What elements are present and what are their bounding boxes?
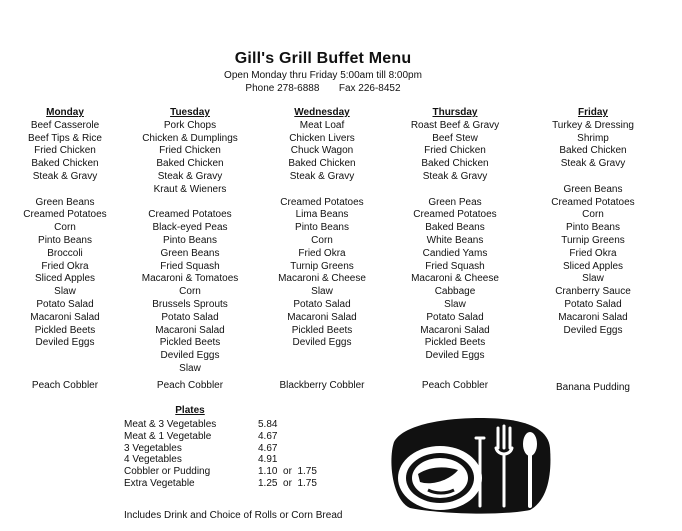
day-column-wednesday [258, 107, 386, 391]
side-item: Macaroni & Cheese [278, 273, 366, 285]
side-item: Creamed Potatoes [280, 196, 364, 208]
plates-title: Plates [175, 405, 205, 416]
meat-item: Beef Stew [432, 132, 478, 144]
side-item: Slaw [311, 286, 333, 298]
meat-item: Steak & Gravy [422, 170, 488, 182]
side-item: Potato Salad [36, 298, 94, 310]
side-item: Macaroni & Cheese [411, 273, 499, 285]
side-item: Corn [311, 234, 333, 246]
plate-row [124, 419, 317, 431]
side-item: Creamed Potatoes [413, 209, 497, 221]
side-item: Green Beans [35, 196, 95, 208]
plates-price-table [124, 419, 317, 490]
day-heading: Monday [46, 107, 84, 118]
plate-name: Meat & 3 Vegetables [124, 419, 217, 430]
dessert-item: Blackberry Cobbler [279, 380, 365, 391]
meat-item: Fried Chicken [159, 145, 221, 157]
meat-item: Meat Loaf [299, 119, 345, 131]
plate-price: 5.84 [258, 419, 278, 430]
side-item: Brussels Sprouts [152, 298, 228, 310]
plate-and-utensils-icon [380, 408, 555, 516]
meat-item: Baked Chicken [156, 158, 224, 170]
side-item: Green Peas [428, 196, 482, 208]
plate-price: 4.67 [258, 442, 278, 454]
fax-number: Fax 226-8452 [338, 83, 401, 94]
side-item: Potato Salad [161, 311, 219, 323]
contact-line [0, 83, 646, 94]
side-item: Deviled Eggs [160, 350, 220, 362]
meat-item: Baked Chicken [31, 158, 99, 170]
side-item: Slaw [582, 273, 604, 285]
side-item: Macaroni Salad [287, 311, 357, 323]
meat-item: Baked Chicken [559, 145, 627, 157]
meat-item: Steak & Gravy [289, 170, 355, 182]
meat-item: Pork Chops [163, 119, 217, 131]
meat-item: Chicken Livers [289, 132, 355, 144]
side-item: Pickled Beets [34, 324, 96, 336]
side-item: Creamed Potatoes [148, 209, 232, 221]
hours-line: Open Monday thru Friday 5:00am till 8:00pm [224, 70, 422, 81]
side-item: Pickled Beets [159, 337, 221, 349]
side-item: Broccoli [47, 247, 83, 259]
plate-row [124, 443, 317, 455]
side-item: Candied Yams [422, 247, 488, 259]
meat-item: Steak & Gravy [32, 170, 98, 182]
side-item: Corn [54, 222, 76, 234]
dessert-item: Peach Cobbler [31, 380, 99, 391]
menu-title: Gill's Grill Buffet Menu [234, 50, 412, 67]
plate-name: 4 Vegetables [124, 454, 182, 466]
side-item: Fried Squash [160, 260, 220, 272]
side-item: Turnip Greens [561, 234, 625, 246]
side-item: Turnip Greens [290, 260, 354, 272]
side-item: Creamed Potatoes [551, 196, 635, 208]
side-item: Fried Squash [425, 260, 485, 272]
plate-name: 3 Vegetables [124, 442, 182, 454]
side-item: Pickled Beets [291, 324, 353, 336]
meat-item: Shrimp [577, 132, 609, 144]
side-item: Creamed Potatoes [23, 209, 107, 221]
day-column-tuesday [126, 107, 254, 391]
side-item: Corn [582, 209, 604, 221]
plate-row [124, 478, 317, 490]
side-item: Macaroni Salad [420, 324, 490, 336]
side-item: Macaroni Salad [558, 311, 628, 323]
side-item: Slaw [54, 286, 76, 298]
meat-item: Kraut & Wieners [153, 183, 227, 195]
side-item: Macaroni Salad [155, 324, 225, 336]
side-item: Macaroni & Tomatoes [141, 273, 239, 285]
day-column-thursday [391, 107, 519, 391]
plates-note: Includes Drink and Choice of Rolls or Corn Bread [124, 510, 343, 521]
meat-item: Beef Casserole [30, 119, 100, 131]
meat-item: Steak & Gravy [157, 170, 223, 182]
side-item: Potato Salad [293, 298, 351, 310]
meat-item: Turkey & Dressing [552, 119, 634, 131]
side-item: Fried Okra [298, 247, 346, 259]
side-item: Fried Okra [569, 247, 617, 259]
side-item: Potato Salad [426, 311, 484, 323]
side-item: Deviled Eggs [425, 350, 485, 362]
side-item: Corn [179, 286, 201, 298]
side-item: Deviled Eggs [35, 337, 95, 349]
day-column-monday [1, 107, 129, 391]
day-heading: Wednesday [294, 107, 350, 118]
side-item: Fried Okra [41, 260, 89, 272]
plate-row [124, 454, 317, 466]
side-item: Lima Beans [295, 209, 349, 221]
side-item: White Beans [426, 234, 484, 246]
day-heading: Friday [577, 107, 608, 118]
side-item: Baked Beans [425, 222, 485, 234]
plate-row [124, 466, 317, 478]
side-item: Green Beans [160, 247, 220, 259]
side-item: Slaw [179, 362, 201, 374]
plate-price: 1.10 or 1.75 [258, 466, 317, 478]
dessert-item: Peach Cobbler [421, 380, 489, 391]
side-item: Sliced Apples [562, 260, 624, 272]
side-item: Slaw [444, 298, 466, 310]
side-item: Deviled Eggs [563, 324, 623, 336]
side-item: Pinto Beans [163, 234, 217, 246]
side-item: Pinto Beans [566, 222, 620, 234]
plate-row [124, 431, 317, 443]
phone-number: Phone 278-6888 [245, 83, 320, 94]
day-heading: Tuesday [170, 107, 210, 118]
side-item: Cabbage [434, 286, 476, 298]
plate-price: 4.91 [258, 454, 278, 466]
side-item: Deviled Eggs [292, 337, 352, 349]
plate-name: Extra Vegetable [124, 477, 195, 489]
meat-item: Beef Tips & Rice [28, 132, 102, 144]
meat-item: Fried Chicken [424, 145, 486, 157]
meat-item: Baked Chicken [421, 158, 489, 170]
dessert-item: Banana Pudding [556, 382, 630, 393]
day-column-friday [529, 107, 657, 393]
meat-item: Steak & Gravy [560, 158, 626, 170]
plate-name: Meat & 1 Vegetable [124, 430, 212, 442]
side-item: Pinto Beans [38, 234, 92, 246]
side-item: Cranberry Sauce [555, 286, 631, 298]
side-item: Pinto Beans [295, 222, 349, 234]
dessert-item: Peach Cobbler [156, 380, 224, 391]
plate-name: Cobbler or Pudding [124, 466, 211, 478]
day-heading: Thursday [432, 107, 478, 118]
side-item: Black-eyed Peas [152, 222, 228, 234]
meat-item: Fried Chicken [34, 145, 96, 157]
meat-item: Baked Chicken [288, 158, 356, 170]
side-item: Pickled Beets [424, 337, 486, 349]
plate-price: 4.67 [258, 430, 278, 442]
meat-item: Chicken & Dumplings [142, 132, 238, 144]
side-item: Macaroni Salad [30, 311, 100, 323]
meat-item: Roast Beef & Gravy [410, 119, 500, 131]
plate-price: 1.25 or 1.75 [258, 477, 317, 489]
meat-item: Chuck Wagon [290, 145, 354, 157]
side-item: Sliced Apples [34, 273, 96, 285]
side-item: Green Beans [563, 183, 623, 195]
side-item: Potato Salad [564, 298, 622, 310]
